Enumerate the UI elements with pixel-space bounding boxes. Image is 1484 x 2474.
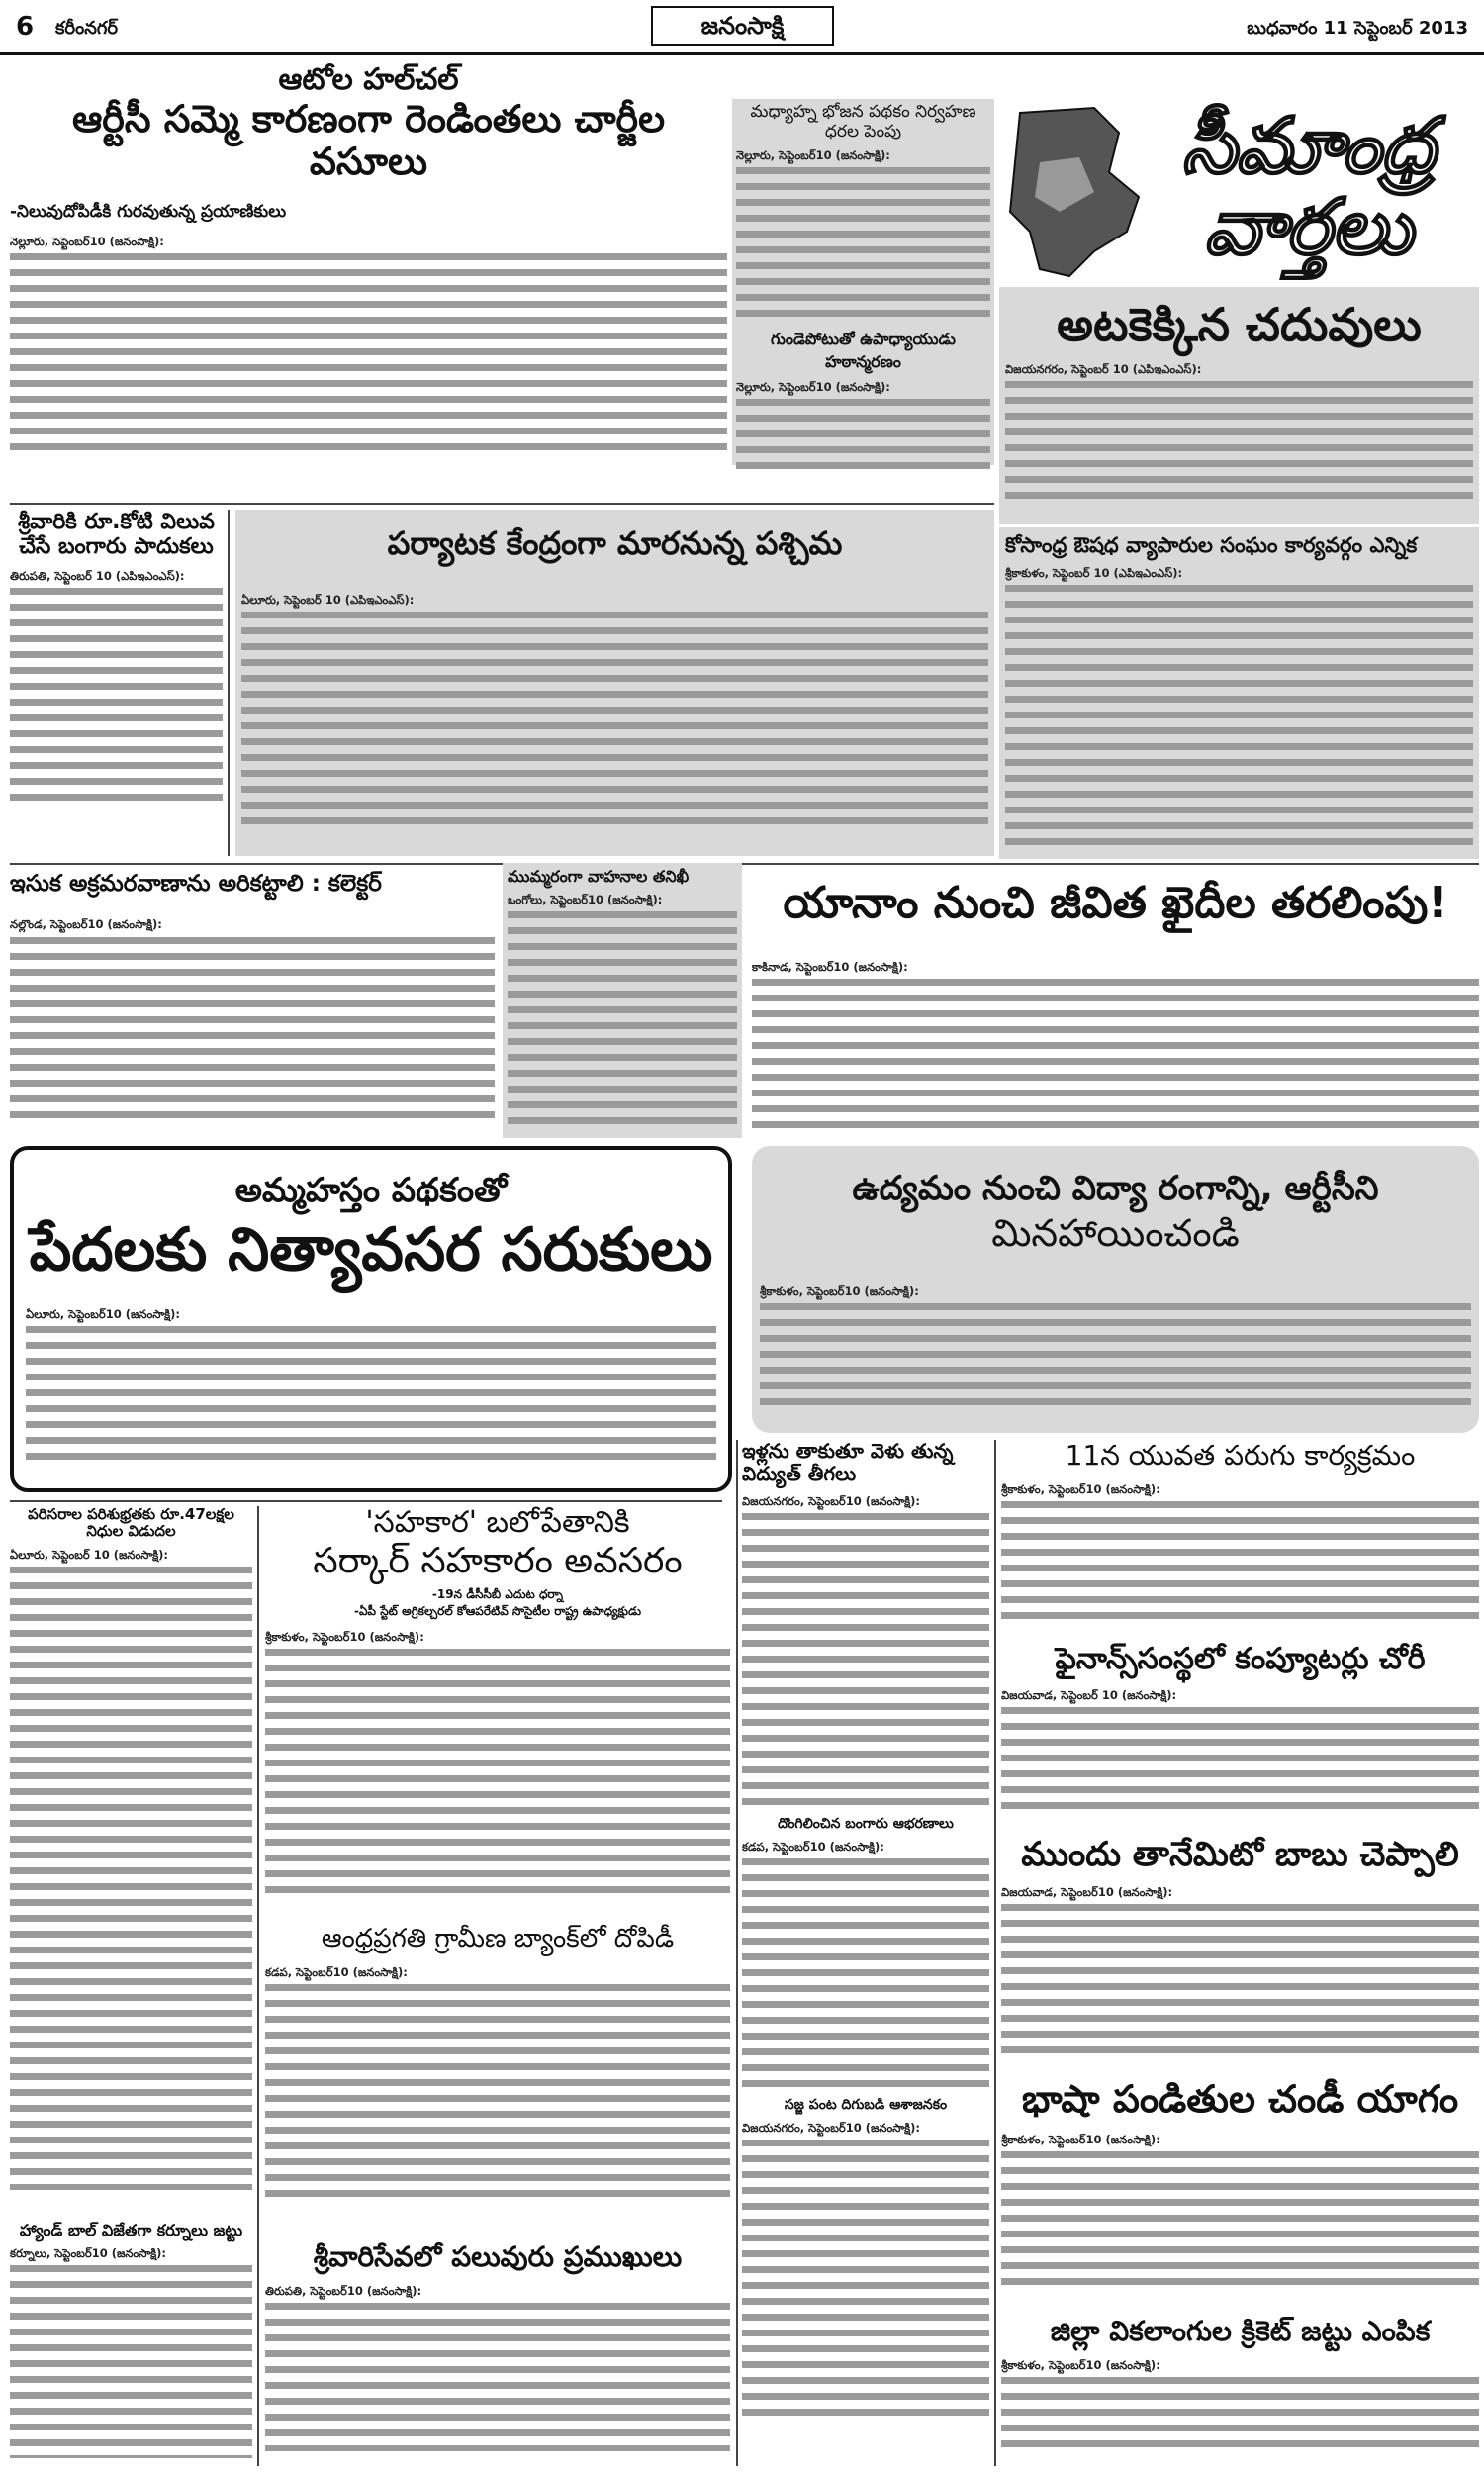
article-subhead: -నిలువుదోపిడీకి గురవుతున్న ప్రయాణికులు [10,201,287,222]
article-subhead: సజ్జ పంట దిగుబడి ఆశాజనకం [784,2097,948,2113]
article-dateline: నెల్లూరు, సెప్టెంబర్10 (జనంసాక్షి): [10,234,164,248]
article-headline: ఆర్టీసీ సమ్మె కారణంగా రెండింతలు చార్జీల వసూలు [71,96,666,184]
article-headline: 'సహకార' బలోపేతానికి [365,1505,630,1540]
article-headline: పరిసరాల పరిశుభ్రతకు రూ.47లక్షల నిధుల విడుదల [28,1505,234,1541]
article-headline: సర్కార్ సహకారం అవసరం [313,1540,683,1581]
article-body [760,1284,1471,1407]
article-headline: హ్యాండ్ బాల్ విజేతగా కర్నూలు జట్టు [19,2221,243,2239]
article-dateline: శ్రీకాకుళం, సెప్టెంబర్10 (జనంసాక్షి): [1001,2358,1160,2373]
article-tourism [235,510,994,856]
article-body [742,1493,989,1810]
article-auto-rtc [10,63,727,499]
article-dateline: శ్రీకాకుళం, సెప్టెంబర్10 (జనంసాక్షి): [1001,2132,1160,2146]
article-dateline: తిరుపతి, సెప్టెంబర్ 10 (ఎపిఇఎంఎస్): [10,568,185,583]
article-dateline: శ్రీకాకుళం, సెప్టెంబర్ 10 (ఎపిఇఎంఎస్): [1005,566,1183,581]
article-body [10,234,727,456]
article-bhasha [1001,2078,1479,2306]
article-headline: శ్రీవారికి రూ.కోటి విలువ చేసే బంగారు పాదుకలు [18,510,215,560]
article-pharma [999,527,1479,859]
article-headline: భాషా పండితుల చండీ యాగం [1021,2077,1459,2121]
article-headline: ఆంధ్రప్రగతి గ్రామీణ బ్యాంక్‌లో దోపిడీ [321,1924,675,1953]
article-studies [999,287,1479,524]
article-body [10,1547,252,2190]
article-body [736,147,990,326]
article-body [10,2245,252,2458]
article-dateline: కడప, సెప్టెంబర్10 (జనంసాక్షి): [265,1964,408,1979]
article-dateline: తిరుపతి, సెప్టెంబర్10 (జనంసాక్షి): [265,2284,422,2299]
article-headline: మినహాయించండి [991,1211,1240,1256]
article-dateline: కర్నూలు, సెప్టెంబర్10 (జనంసాక్షి): [10,2246,167,2261]
page-header [0,0,1484,55]
article-headline: ఉద్యమం నుంచి విద్యా రంగాన్ని, ఆర్టీసీని [852,1169,1379,1208]
article-midday-meal [732,99,994,465]
article-dateline: కడప, సెప్టెంబర్10 (జనంసాక్షి): [742,1840,884,1854]
article-headline: ఇసుక అక్రమరవాణాను అరికట్టాలి : కలెక్టర్ [10,871,382,897]
article-body [736,379,990,473]
article-body [1001,2357,1479,2456]
article-headline: శ్రీవారిసేవలో పలువురు ప్రముఖులు [313,2240,683,2273]
article-headline: ఫైనాన్స్‌సంస్థలో కంప్యూటర్లు చోరీ [1055,1642,1426,1676]
article-headline: 11న యువత పరుగు కార్యక్రమం [1065,1439,1416,1472]
article-body [265,2283,730,2451]
article-sand [10,871,495,1138]
article-headline: మధ్యాహ్న భోజన పథకం నిర్వహణ ధరల పెంపు [750,102,976,142]
article-bank [265,1925,730,2222]
article-ammahastam [10,1146,732,1492]
article-dateline: విజయనగరం, సెప్టెంబర్10 (జనంసాక్షి): [742,2121,920,2135]
article-dateline: ఏలూరు, సెప్టెంబర్ 10 (జనంసాక్షి): [10,1547,168,1562]
article-dateline: ఏలూరు, సెప్టెంబర్ 10 (ఎపిఇఎంఎస్): [241,592,415,607]
article-body [1001,1687,1479,1816]
article-body [1001,2132,1479,2290]
article-dateline: విజయవాడ, సెప్టెంబర్ 10 (జనంసాక్షి): [1001,1687,1177,1702]
article-headline: జిల్లా వికలాంగుల క్రికెట్ జట్టు ఎంపిక [1050,2315,1431,2347]
article-body [26,1306,716,1465]
article-body [1005,565,1473,847]
article-dateline: విజయవాడ, సెప్టెంబర్10 (జనంసాక్షి): [1001,1885,1173,1900]
article-headline: అటకెక్కిన చదువులు [1057,298,1422,351]
article-body [1005,361,1473,500]
article-sahakara [265,1506,730,1922]
article-body [10,568,223,801]
article-headline: పేదలకు నిత్యావసర సరుకులు [29,1215,713,1285]
article-srivari-seva [265,2241,730,2469]
article-headline: ముమ్మరంగా వాహనాల తనిఖీ [508,867,690,886]
article-yanam [752,871,1479,1143]
article-dateline: విజయనగరం, సెప్టెంబర్ 10 (ఎపిఇఎంఎస్): [1005,361,1202,376]
article-headline: యానాం నుంచి జీవిత ఖైదీల తరలింపు! [783,878,1448,928]
article-body [1001,1481,1479,1625]
article-body [752,959,1479,1137]
masthead-logo: జనంసాక్షి [651,6,834,46]
article-computer-theft [1001,1643,1479,1831]
article-body [742,2120,989,2417]
article-dateline: నల్లొండ, సెప్టెంబర్10 (జనంసాక్షి): [10,917,162,932]
article-dateline: శ్రీకాకుళం, సెప్టెంబర్10 (జనంసాక్షి): [760,1284,919,1298]
article-subhead: దొంగిలించిన బంగారు ఆభరణాలు [778,1816,954,1832]
article-srivari [10,510,223,856]
article-body [265,1629,730,1896]
article-headline: ఆటోల హల్‌చల్ [278,62,459,97]
article-headline: అమ్మహస్తం పథకంతో [234,1171,508,1210]
article-dateline: నెల్లూరు, సెప్టెంబర్10 (జనంసాక్షి): [736,148,890,163]
article-body [10,916,495,1119]
article-vehicle [503,863,742,1138]
article-body [1001,1884,1479,2057]
article-body [742,1839,989,2091]
article-rtc-movement [752,1146,1479,1433]
article-dateline: ఒంగోలు, సెప్టెంబర్10 (జనంసాక్షి): [508,893,663,907]
article-dateline: శ్రీకాకుళం, సెప్టెంబర్10 (జనంసాక్షి): [265,1629,424,1644]
article-babu [1001,1836,1479,2073]
article-subhead: గుండెపోటుతో ఉపాధ్యాయుడు హఠాన్మరణం [771,330,956,372]
article-dateline: శ్రీకాకుళం, సెప్టెంబర్10 (జనంసాక్షి): [1001,1482,1160,1497]
article-cricket [1001,2316,1479,2469]
article-dateline: కాకినాడ, సెప్టెంబర్10 (జనంసాక్షి): [752,959,908,974]
page-number: 6 [16,12,35,42]
article-headline: ఇళ్లను తాకుతూ వెళు తున్న విద్యుత్ తీగలు [742,1439,954,1485]
article-pension [10,1506,252,2219]
article-body [241,592,988,824]
article-headline: కోసాంధ్ర ఔషధ వ్యాపారుల సంఘం కార్యవర్గం ఎన్నిక [1005,533,1418,557]
article-body [265,1964,730,2202]
article-subhead: -ఏపీ స్టేట్ అగ్రికల్చరల్ కోఆపరేటివ్ సొసైటీల రాష్ట్ర ఉపాధ్యక్షుడు [354,1603,641,1618]
article-youth-run [1001,1440,1479,1638]
article-dateline: ఏలూరు, సెప్టెంబర్10 (జనంసాక్షి): [26,1307,180,1322]
issue-date: బుధవారం 11 సెప్టెంబర్ 2013 [1247,18,1468,39]
article-dateline: విజయనగరం, సెప్టెంబర్10 (జనంసాక్షి): [742,1494,920,1508]
article-handball [10,2222,252,2469]
article-headline: ముందు తానేమిటో బాబు చెప్పాలి [1021,1835,1459,1874]
article-headline: పర్యాటక కేంద్రంగా మారనున్న పశ్చిమ [387,524,843,562]
seemandhra-banner: సీమాంధ్ర వార్తలు [1181,102,1436,272]
article-subhead: -19న డీసీసీబీ ఎదుట ధర్నా [431,1586,564,1601]
article-body [508,892,737,1124]
section-name: కరీంనగర్ [55,18,118,39]
article-dateline: నెల్లూరు, సెప్టెంబర్10 (జనంసాక్షి): [736,380,890,395]
article-power [742,1440,989,2469]
andhra-map-icon [1000,103,1147,281]
